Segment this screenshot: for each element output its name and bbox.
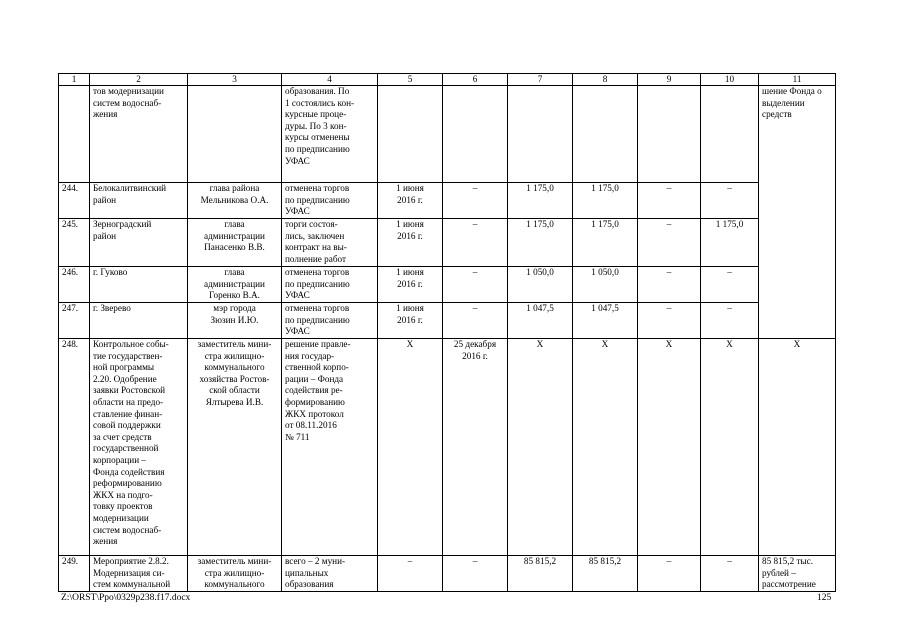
cell-6: – [443, 303, 508, 339]
row-number: 246. [59, 267, 90, 303]
responsible [188, 86, 282, 183]
cell-8 [573, 86, 638, 183]
cell-8: 1 175,0 [573, 183, 638, 219]
cell-5: 1 июня 2016 г. [378, 183, 443, 219]
row-number: 249. [59, 556, 90, 592]
table-row [59, 219, 836, 267]
row-number: 245. [59, 219, 90, 267]
cell-6: – [443, 556, 508, 592]
note-cell: шение Фонда о выделении средств [759, 86, 836, 339]
event-name: Мероприятие 2.8.2. Модернизация си- стем коммунальной [90, 556, 188, 592]
cell-6: – [443, 267, 508, 303]
cell-7: 85 815,2 [508, 556, 573, 592]
cell-9: – [638, 219, 701, 267]
cell-6: 25 декабря 2016 г. [443, 339, 508, 556]
cell-5 [378, 86, 443, 183]
cell-7: 1 047,5 [508, 303, 573, 339]
header-cell: 3 [188, 74, 282, 86]
responsible: заместитель мини- стра жилищно- коммунального хозяйства Ростов- ской области Ялтырева И.В. [188, 339, 282, 556]
row-number: 244. [59, 183, 90, 219]
header-cell: 6 [443, 74, 508, 86]
header-cell: 7 [508, 74, 573, 86]
result: торги состоя- лись, заключен контракт на вы- полнение работ [282, 219, 378, 267]
row-number [59, 86, 90, 183]
cell-8: 1 175,0 [573, 219, 638, 267]
header-cell: 2 [90, 74, 188, 86]
page-number: 125 [817, 593, 832, 603]
table-row [59, 339, 836, 556]
header-cell: 9 [638, 74, 701, 86]
table-row [59, 556, 836, 592]
table-row [59, 86, 836, 183]
result: отменена торгов по предписанию УФАС [282, 267, 378, 303]
data-table [58, 73, 836, 592]
cell-10: X [701, 339, 759, 556]
event-name: г. Гуково [90, 267, 188, 303]
cell-8: 1 047,5 [573, 303, 638, 339]
event-name: Белокалитвинский район [90, 183, 188, 219]
result: отменена торгов по предписанию УФАС [282, 303, 378, 339]
cell-9: X [638, 339, 701, 556]
table-row [59, 267, 836, 303]
cell-9: – [638, 183, 701, 219]
cell-9: – [638, 303, 701, 339]
cell-10: – [701, 556, 759, 592]
cell-8: 1 050,0 [573, 267, 638, 303]
cell-7: 1 050,0 [508, 267, 573, 303]
header-cell: 5 [378, 74, 443, 86]
cell-6: – [443, 219, 508, 267]
row-number: 248. [59, 339, 90, 556]
responsible: глава администрации Горенко В.А. [188, 267, 282, 303]
responsible: глава администрации Панасенко В.В. [188, 219, 282, 267]
cell-10: 1 175,0 [701, 219, 759, 267]
cell-6: – [443, 183, 508, 219]
cell-5: 1 июня 2016 г. [378, 267, 443, 303]
event-name: г. Зверево [90, 303, 188, 339]
cell-7: 1 175,0 [508, 183, 573, 219]
result: всего – 2 муни- ципальных образования [282, 556, 378, 592]
responsible: мэр города Зюзин И.Ю. [188, 303, 282, 339]
table-row [59, 183, 836, 219]
cell-5: X [378, 339, 443, 556]
cell-10: – [701, 267, 759, 303]
result: отменена торгов по предписанию УФАС [282, 183, 378, 219]
event-name: тов модернизации систем водоснаб- жения [90, 86, 188, 183]
cell-9: – [638, 267, 701, 303]
cell-9 [638, 86, 701, 183]
column-number-row [59, 74, 836, 86]
cell-11: 85 815,2 тыс. рублей – рассмотрение [759, 556, 836, 592]
responsible: глава района Мельникова О.А. [188, 183, 282, 219]
cell-8: 85 815,2 [573, 556, 638, 592]
cell-9: – [638, 556, 701, 592]
header-cell: 11 [759, 74, 836, 86]
event-name: Контрольное собы- тие государствен- ной программы 2.20. Одобрение заявки Ростовской области на предо- ставление финан- совой поддержки за счет средств государственной корпорации – Фонда содействия реформированию ЖКХ на подго- товку проектов модернизации систем водоснаб- жения [90, 339, 188, 556]
result: решение правле- ния государ- ственной корпо- рации – Фонда содействия ре- формированию ЖКХ протокол от 08.11.2016 № 711 [282, 339, 378, 556]
row-number: 247. [59, 303, 90, 339]
cell-10 [701, 86, 759, 183]
cell-10: – [701, 183, 759, 219]
cell-7 [508, 86, 573, 183]
cell-7: X [508, 339, 573, 556]
responsible: заместитель мини- стра жилищно- коммунального [188, 556, 282, 592]
cell-8: X [573, 339, 638, 556]
event-name: Зерноградский район [90, 219, 188, 267]
cell-6 [443, 86, 508, 183]
cell-7: 1 175,0 [508, 219, 573, 267]
header-cell: 1 [59, 74, 90, 86]
cell-5: 1 июня 2016 г. [378, 219, 443, 267]
result: образования. По 1 состоялись кон- курсные проце- дуры. По 3 кон- курсы отменены по предписанию УФАС [282, 86, 378, 183]
cell-10: – [701, 303, 759, 339]
header-cell: 4 [282, 74, 378, 86]
cell-5: – [378, 556, 443, 592]
file-path: Z:\ORST\Ppo\0329p238.f17.docx [61, 593, 191, 603]
header-cell: 8 [573, 74, 638, 86]
header-cell: 10 [701, 74, 759, 86]
cell-5: 1 июня 2016 г. [378, 303, 443, 339]
table-row [59, 303, 836, 339]
cell-11: X [759, 339, 836, 556]
